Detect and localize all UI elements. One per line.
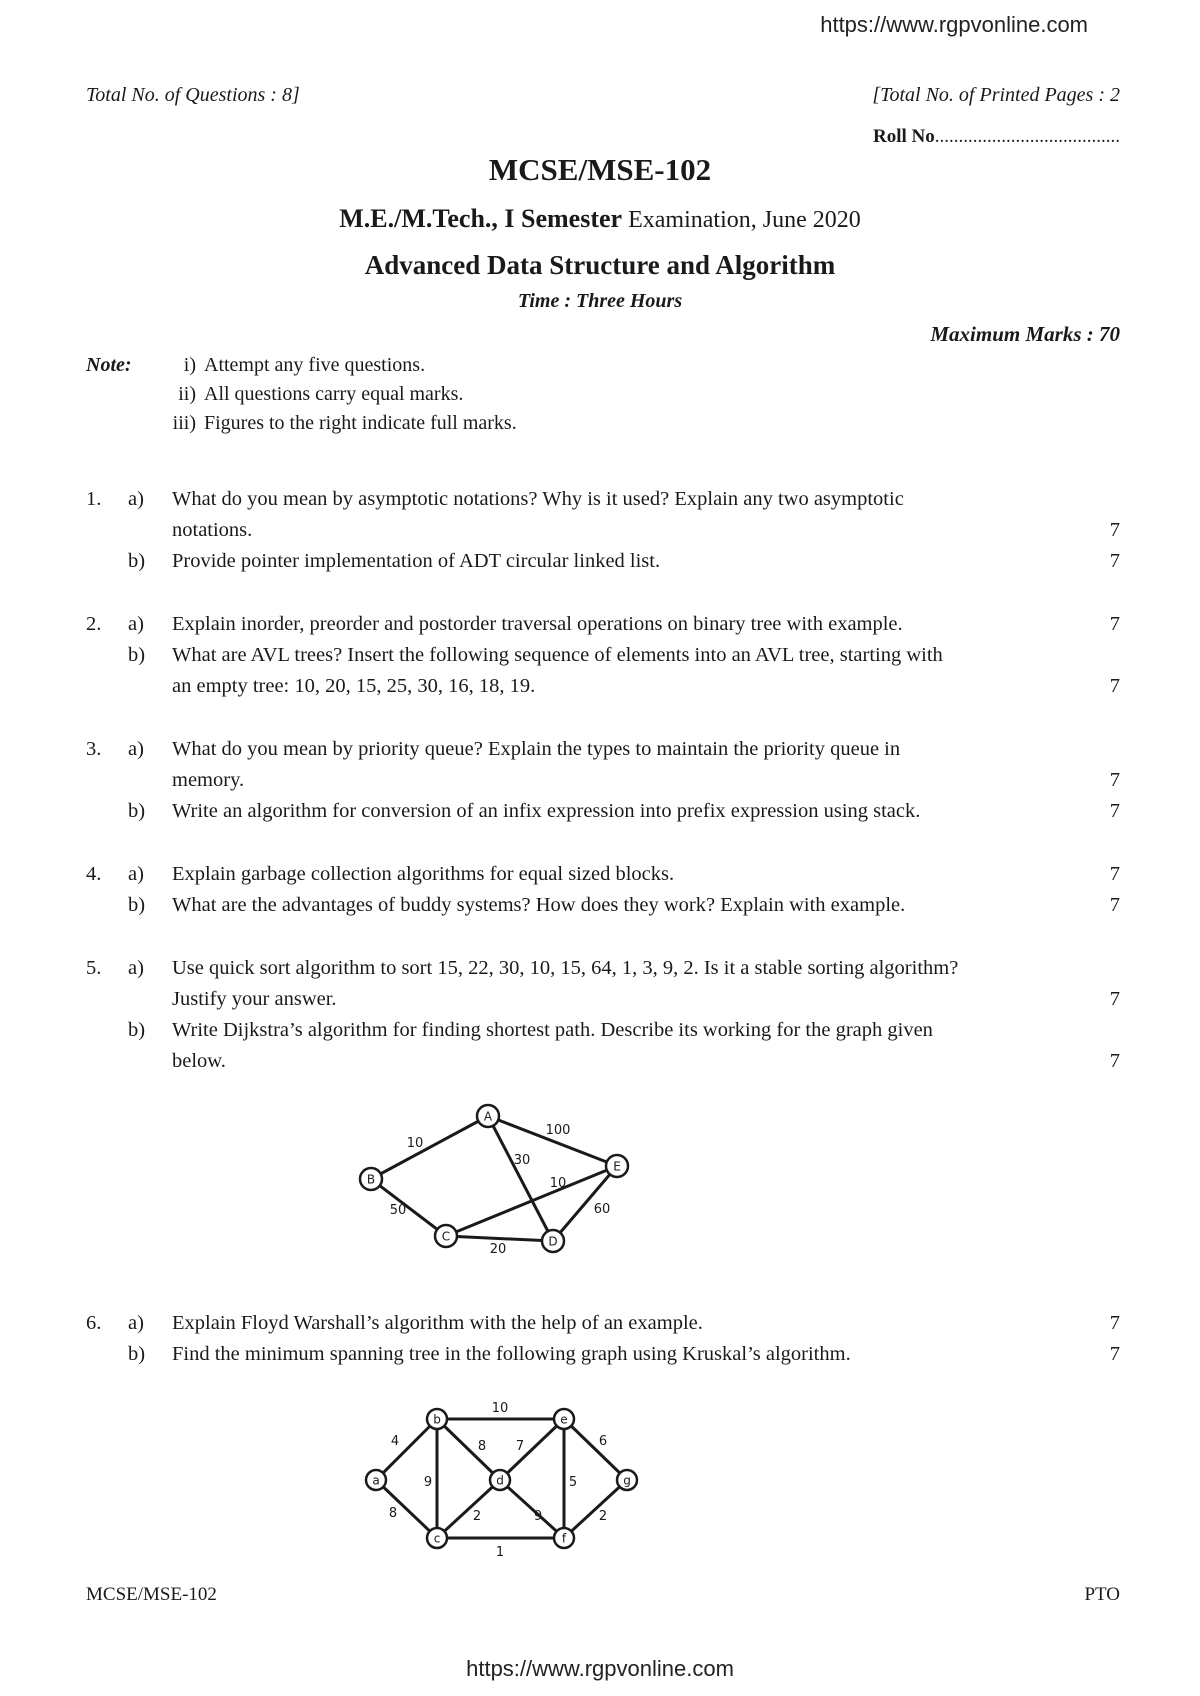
source-url-top: https://www.rgpvonline.com — [820, 12, 1088, 37]
edge-weight-label: 9 — [423, 1475, 433, 1490]
edge-weight-label: 5 — [568, 1475, 578, 1490]
question-number: 3. — [86, 738, 102, 760]
total-questions: Total No. of Questions : 8] — [86, 84, 300, 106]
question-text-line: Justify your answer. — [172, 988, 337, 1010]
semester: M.E./M.Tech., I Semester — [339, 204, 623, 233]
note-item — [158, 354, 425, 377]
edge-weight-label: 8 — [477, 1439, 487, 1454]
graph-edge-A-B — [371, 1116, 488, 1179]
maximum-marks: Maximum Marks : 70 — [930, 322, 1120, 346]
question-text-line: Explain inorder, preorder and postorder traversal operations on binary tree with example. — [172, 613, 903, 635]
question-text-line: What are AVL trees? Insert the following sequence of elements into an AVL tree, starting with — [172, 644, 943, 666]
edge-weight-label: 4 — [390, 1434, 400, 1449]
graph-node-label: B — [366, 1172, 376, 1187]
total-pages: [Total No. of Printed Pages : 2 — [872, 84, 1120, 106]
question-text-line: notations. — [172, 519, 253, 541]
footer-pto: PTO — [1084, 1584, 1120, 1605]
exam-line — [0, 204, 1200, 234]
edge-weight-label: 6 — [598, 1434, 608, 1449]
graph-node-label: e — [560, 1412, 568, 1427]
part-label: a) — [128, 957, 144, 979]
edge-weight-label: 8 — [388, 1506, 398, 1521]
marks: 7 — [1109, 1343, 1120, 1365]
footer-paper-code: MCSE/MSE-102 — [86, 1584, 217, 1605]
question-text-line: Write Dijkstra’s algorithm for finding shortest path. Describe its working for the graph given — [172, 1019, 933, 1041]
question-text-line: Explain garbage collection algorithms for equal sized blocks. — [172, 863, 675, 885]
marks: 7 — [1109, 675, 1120, 697]
question-text-line: memory. — [172, 769, 245, 791]
source-url-bottom: https://www.rgpvonline.com — [466, 1656, 734, 1681]
graph-node-label: d — [496, 1473, 504, 1488]
edge-weight-label: 30 — [513, 1153, 531, 1168]
question-text-line: What are the advantages of buddy systems? How does they work? Explain with example. — [172, 894, 906, 916]
edge-weight-label: 60 — [593, 1202, 611, 1217]
part-label: a) — [128, 738, 144, 760]
note-item-text: All questions carry equal marks. — [204, 383, 464, 405]
question-number: 4. — [86, 863, 102, 885]
marks: 7 — [1109, 863, 1120, 885]
marks: 7 — [1109, 800, 1120, 822]
note-item-number: ii) — [178, 383, 196, 405]
graph-edge-c-d — [437, 1480, 500, 1538]
edge-weight-label: 10 — [491, 1401, 509, 1416]
graph-edge-A-D — [488, 1116, 553, 1241]
dijkstra-graph — [350, 1100, 650, 1260]
exam-session: Examination, June 2020 — [628, 207, 861, 233]
question-text-line: an empty tree: 10, 20, 15, 25, 30, 16, 18, 19. — [172, 675, 536, 697]
edge-weight-label: 9 — [533, 1509, 543, 1524]
part-label: a) — [128, 1312, 144, 1334]
graph-node-label: g — [623, 1473, 631, 1488]
question-text-line: below. — [172, 1050, 226, 1072]
edge-weight-label: 10 — [549, 1176, 567, 1191]
subject-title: Advanced Data Structure and Algorithm — [364, 250, 836, 280]
graph-node-label: C — [441, 1229, 451, 1244]
question-text-line: Write an algorithm for conversion of an infix expression into prefix expression using stack. — [172, 800, 921, 822]
edge-weight-label: 50 — [389, 1203, 407, 1218]
note-label: Note: — [86, 354, 132, 376]
part-label: b) — [128, 550, 146, 572]
part-label: b) — [128, 1343, 146, 1365]
graph-node-label: A — [483, 1109, 493, 1124]
note-item-number: i) — [183, 354, 196, 376]
marks: 7 — [1109, 613, 1120, 635]
roll-dots: ....................................... — [934, 126, 1120, 147]
edge-weight-label: 2 — [472, 1509, 482, 1524]
exam-time: Time : Three Hours — [517, 290, 683, 312]
graph-node-label: f — [561, 1531, 567, 1546]
part-label: b) — [128, 1019, 146, 1041]
note-item-number: iii) — [172, 412, 196, 434]
roll-label: Roll No — [873, 126, 935, 147]
roll-number-field — [873, 126, 1120, 148]
part-label: a) — [128, 613, 144, 635]
graph-node-label: b — [433, 1412, 441, 1427]
marks: 7 — [1109, 1050, 1120, 1072]
graph-node-label: c — [433, 1531, 441, 1546]
graph-edge-a-b — [376, 1419, 437, 1480]
graph-edge-B-C — [371, 1179, 446, 1236]
part-label: a) — [128, 863, 144, 885]
question-text-line: What do you mean by asymptotic notations? Why is it used? Explain any two asymptotic — [172, 488, 904, 510]
marks: 7 — [1109, 519, 1120, 541]
question-number: 6. — [86, 1312, 102, 1334]
graph-edge-d-f — [500, 1480, 564, 1538]
marks: 7 — [1109, 894, 1120, 916]
note-item-text: Figures to the right indicate full marks. — [204, 412, 517, 434]
edge-weight-label: 20 — [489, 1242, 507, 1257]
graph-node-label: D — [548, 1234, 558, 1249]
note-item-text: Attempt any five questions. — [204, 354, 426, 376]
graph-node-label: a — [372, 1473, 380, 1488]
question-number: 5. — [86, 957, 102, 979]
question-text-line: What do you mean by priority queue? Explain the types to maintain the priority queue in — [172, 738, 901, 760]
question-text-line: Explain Floyd Warshall’s algorithm with the help of an example. — [172, 1312, 703, 1334]
part-label: a) — [128, 488, 144, 510]
marks: 7 — [1109, 769, 1120, 791]
question-text-line: Find the minimum spanning tree in the following graph using Kruskal’s algorithm. — [172, 1343, 851, 1365]
graph-node-label: E — [613, 1159, 621, 1174]
edge-weight-label: 1 — [495, 1545, 505, 1560]
graph-edge-C-E — [446, 1166, 617, 1236]
marks: 7 — [1109, 550, 1120, 572]
marks: 7 — [1109, 1312, 1120, 1334]
question-text-line: Use quick sort algorithm to sort 15, 22, 30, 10, 15, 64, 1, 3, 9, 2. Is it a stable sorting algorithm? — [172, 957, 959, 979]
note-item — [158, 412, 517, 435]
marks: 7 — [1109, 988, 1120, 1010]
edge-weight-label: 2 — [598, 1509, 608, 1524]
question-text-line: Provide pointer implementation of ADT circular linked list. — [172, 550, 661, 572]
note-item — [158, 383, 463, 406]
edge-weight-label: 10 — [406, 1136, 424, 1151]
graph-edge-C-D — [446, 1236, 553, 1241]
question-number: 2. — [86, 613, 102, 635]
edge-weight-label: 7 — [515, 1439, 525, 1454]
graph-edge-e-g — [564, 1419, 627, 1480]
part-label: b) — [128, 800, 146, 822]
kruskal-graph — [355, 1395, 655, 1565]
paper-code: MCSE/MSE-102 — [488, 152, 712, 187]
graph-edge-d-e — [500, 1419, 564, 1480]
part-label: b) — [128, 894, 146, 916]
question-number: 1. — [86, 488, 102, 510]
graph-edge-b-d — [437, 1419, 500, 1480]
part-label: b) — [128, 644, 146, 666]
edge-weight-label: 100 — [545, 1123, 571, 1138]
